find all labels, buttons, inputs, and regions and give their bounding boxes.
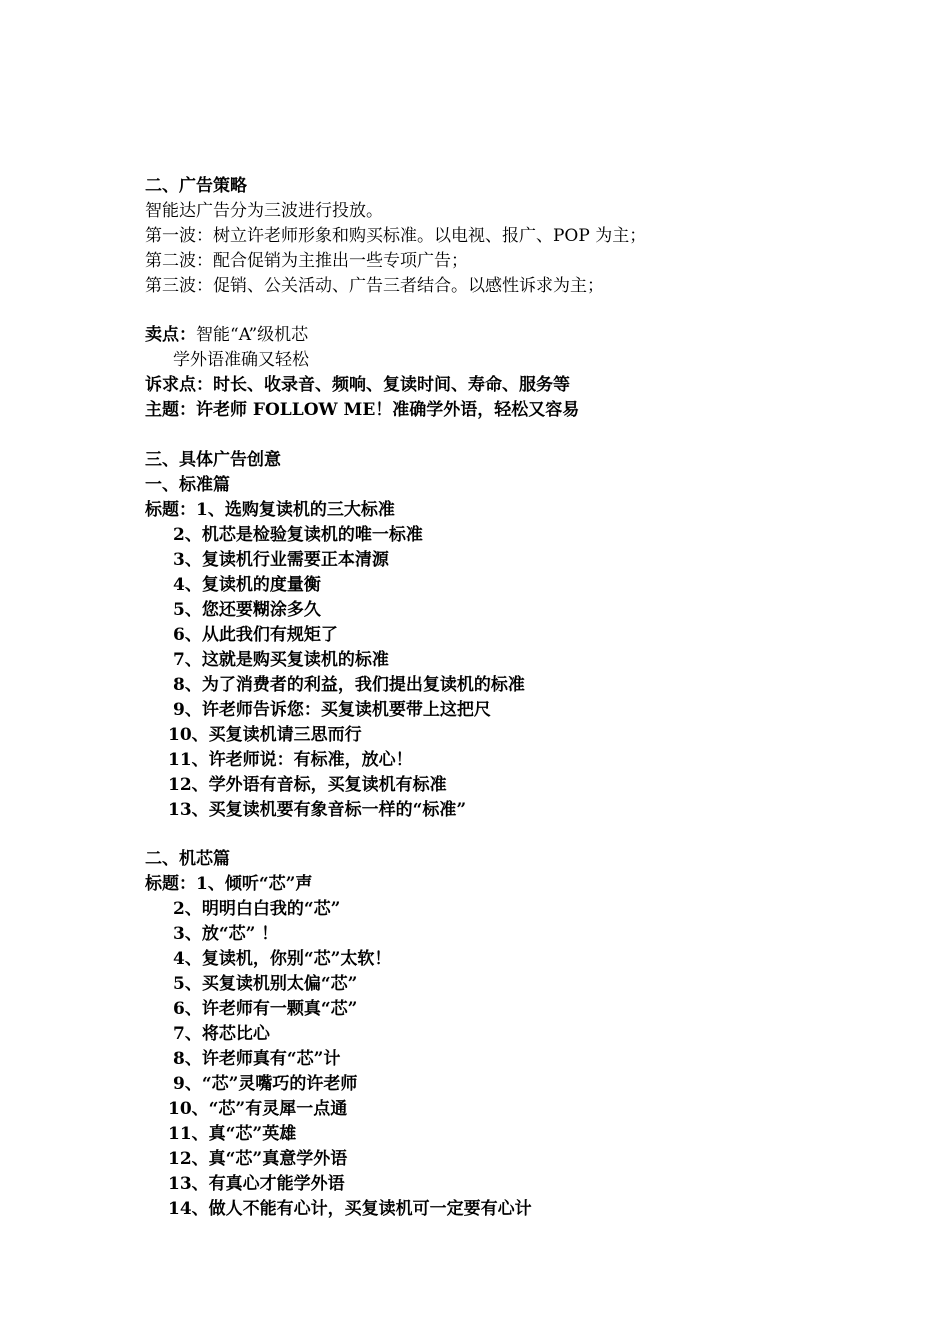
subsection-heading-standard: 一、标准篇 — [145, 475, 230, 495]
chip-title: 2、明明白白我的“芯” — [173, 899, 341, 919]
standard-title: 3、复读机行业需要正本清源 — [173, 550, 389, 570]
strategy-wave-2: 第二波：配合促销为主推出一些专项广告； — [145, 251, 468, 271]
standard-title: 4、复读机的度量衡 — [173, 575, 321, 595]
chip-title: 6、许老师有一颗真“芯” — [173, 999, 358, 1019]
titles-label: 标题： — [145, 874, 196, 894]
appeal-points: 诉求点：时长、收录音、频响、复读时间、寿命、服务等 — [145, 375, 570, 395]
standard-title: 1、选购复读机的三大标准 — [196, 500, 395, 520]
chip-title: 11、真“芯”英雄 — [168, 1124, 297, 1144]
chip-title: 5、买复读机别太偏“芯” — [173, 974, 358, 994]
chip-title: 8、许老师真有“芯”计 — [173, 1049, 341, 1069]
standard-title-row — [145, 498, 395, 523]
standard-title: 10、买复读机请三思而行 — [168, 725, 362, 745]
chip-title: 7、将芯比心 — [173, 1024, 270, 1044]
chip-title: 9、“芯”灵嘴巧的许老师 — [173, 1074, 358, 1094]
standard-title: 9、许老师告诉您：买复读机要带上这把尺 — [173, 700, 491, 720]
strategy-wave-3: 第三波：促销、公关活动、广告三者结合。以感性诉求为主； — [145, 276, 604, 296]
selling-point-line — [145, 323, 308, 348]
selling-point-label: 卖点： — [145, 325, 196, 345]
section-heading-creative: 三、具体广告创意 — [145, 450, 281, 470]
chip-title: 3、放“芯” ！ — [173, 924, 279, 944]
chip-title: 4、复读机，你别“芯”太软！ — [173, 949, 392, 969]
standard-title: 2、机芯是检验复读机的唯一标准 — [173, 525, 423, 545]
chip-title: 14、做人不能有心计，买复读机可一定要有心计 — [168, 1199, 532, 1219]
chip-title: 1、倾听“芯”声 — [196, 874, 313, 894]
subsection-heading-chip: 二、机芯篇 — [145, 849, 230, 869]
standard-title: 13、买复读机要有象音标一样的“标准” — [168, 800, 467, 820]
chip-title: 13、有真心才能学外语 — [168, 1174, 345, 1194]
strategy-wave-1: 第一波：树立许老师形象和购买标准。以电视、报广、POP 为主； — [145, 226, 647, 246]
selling-point-1: 智能“A”级机芯 — [196, 325, 309, 345]
chip-title: 12、真“芯”真意学外语 — [168, 1149, 348, 1169]
standard-title: 5、您还要糊涂多久 — [173, 600, 321, 620]
theme-line: 主题：许老师 FOLLOW ME！准确学外语，轻松又容易 — [145, 400, 580, 420]
standard-title: 12、学外语有音标，买复读机有标准 — [168, 775, 447, 795]
section-heading-ad-strategy: 二、广告策略 — [145, 176, 247, 196]
standard-title: 11、许老师说：有标准，放心！ — [168, 750, 413, 770]
chip-title-row — [145, 872, 312, 897]
titles-label: 标题： — [145, 500, 196, 520]
strategy-intro: 智能达广告分为三波进行投放。 — [145, 201, 383, 221]
standard-title: 7、这就是购买复读机的标准 — [173, 650, 389, 670]
standard-title: 6、从此我们有规矩了 — [173, 625, 338, 645]
selling-point-2: 学外语准确又轻松 — [173, 350, 309, 370]
chip-title: 10、“芯”有灵犀一点通 — [168, 1099, 348, 1119]
standard-title: 8、为了消费者的利益，我们提出复读机的标准 — [173, 675, 525, 695]
